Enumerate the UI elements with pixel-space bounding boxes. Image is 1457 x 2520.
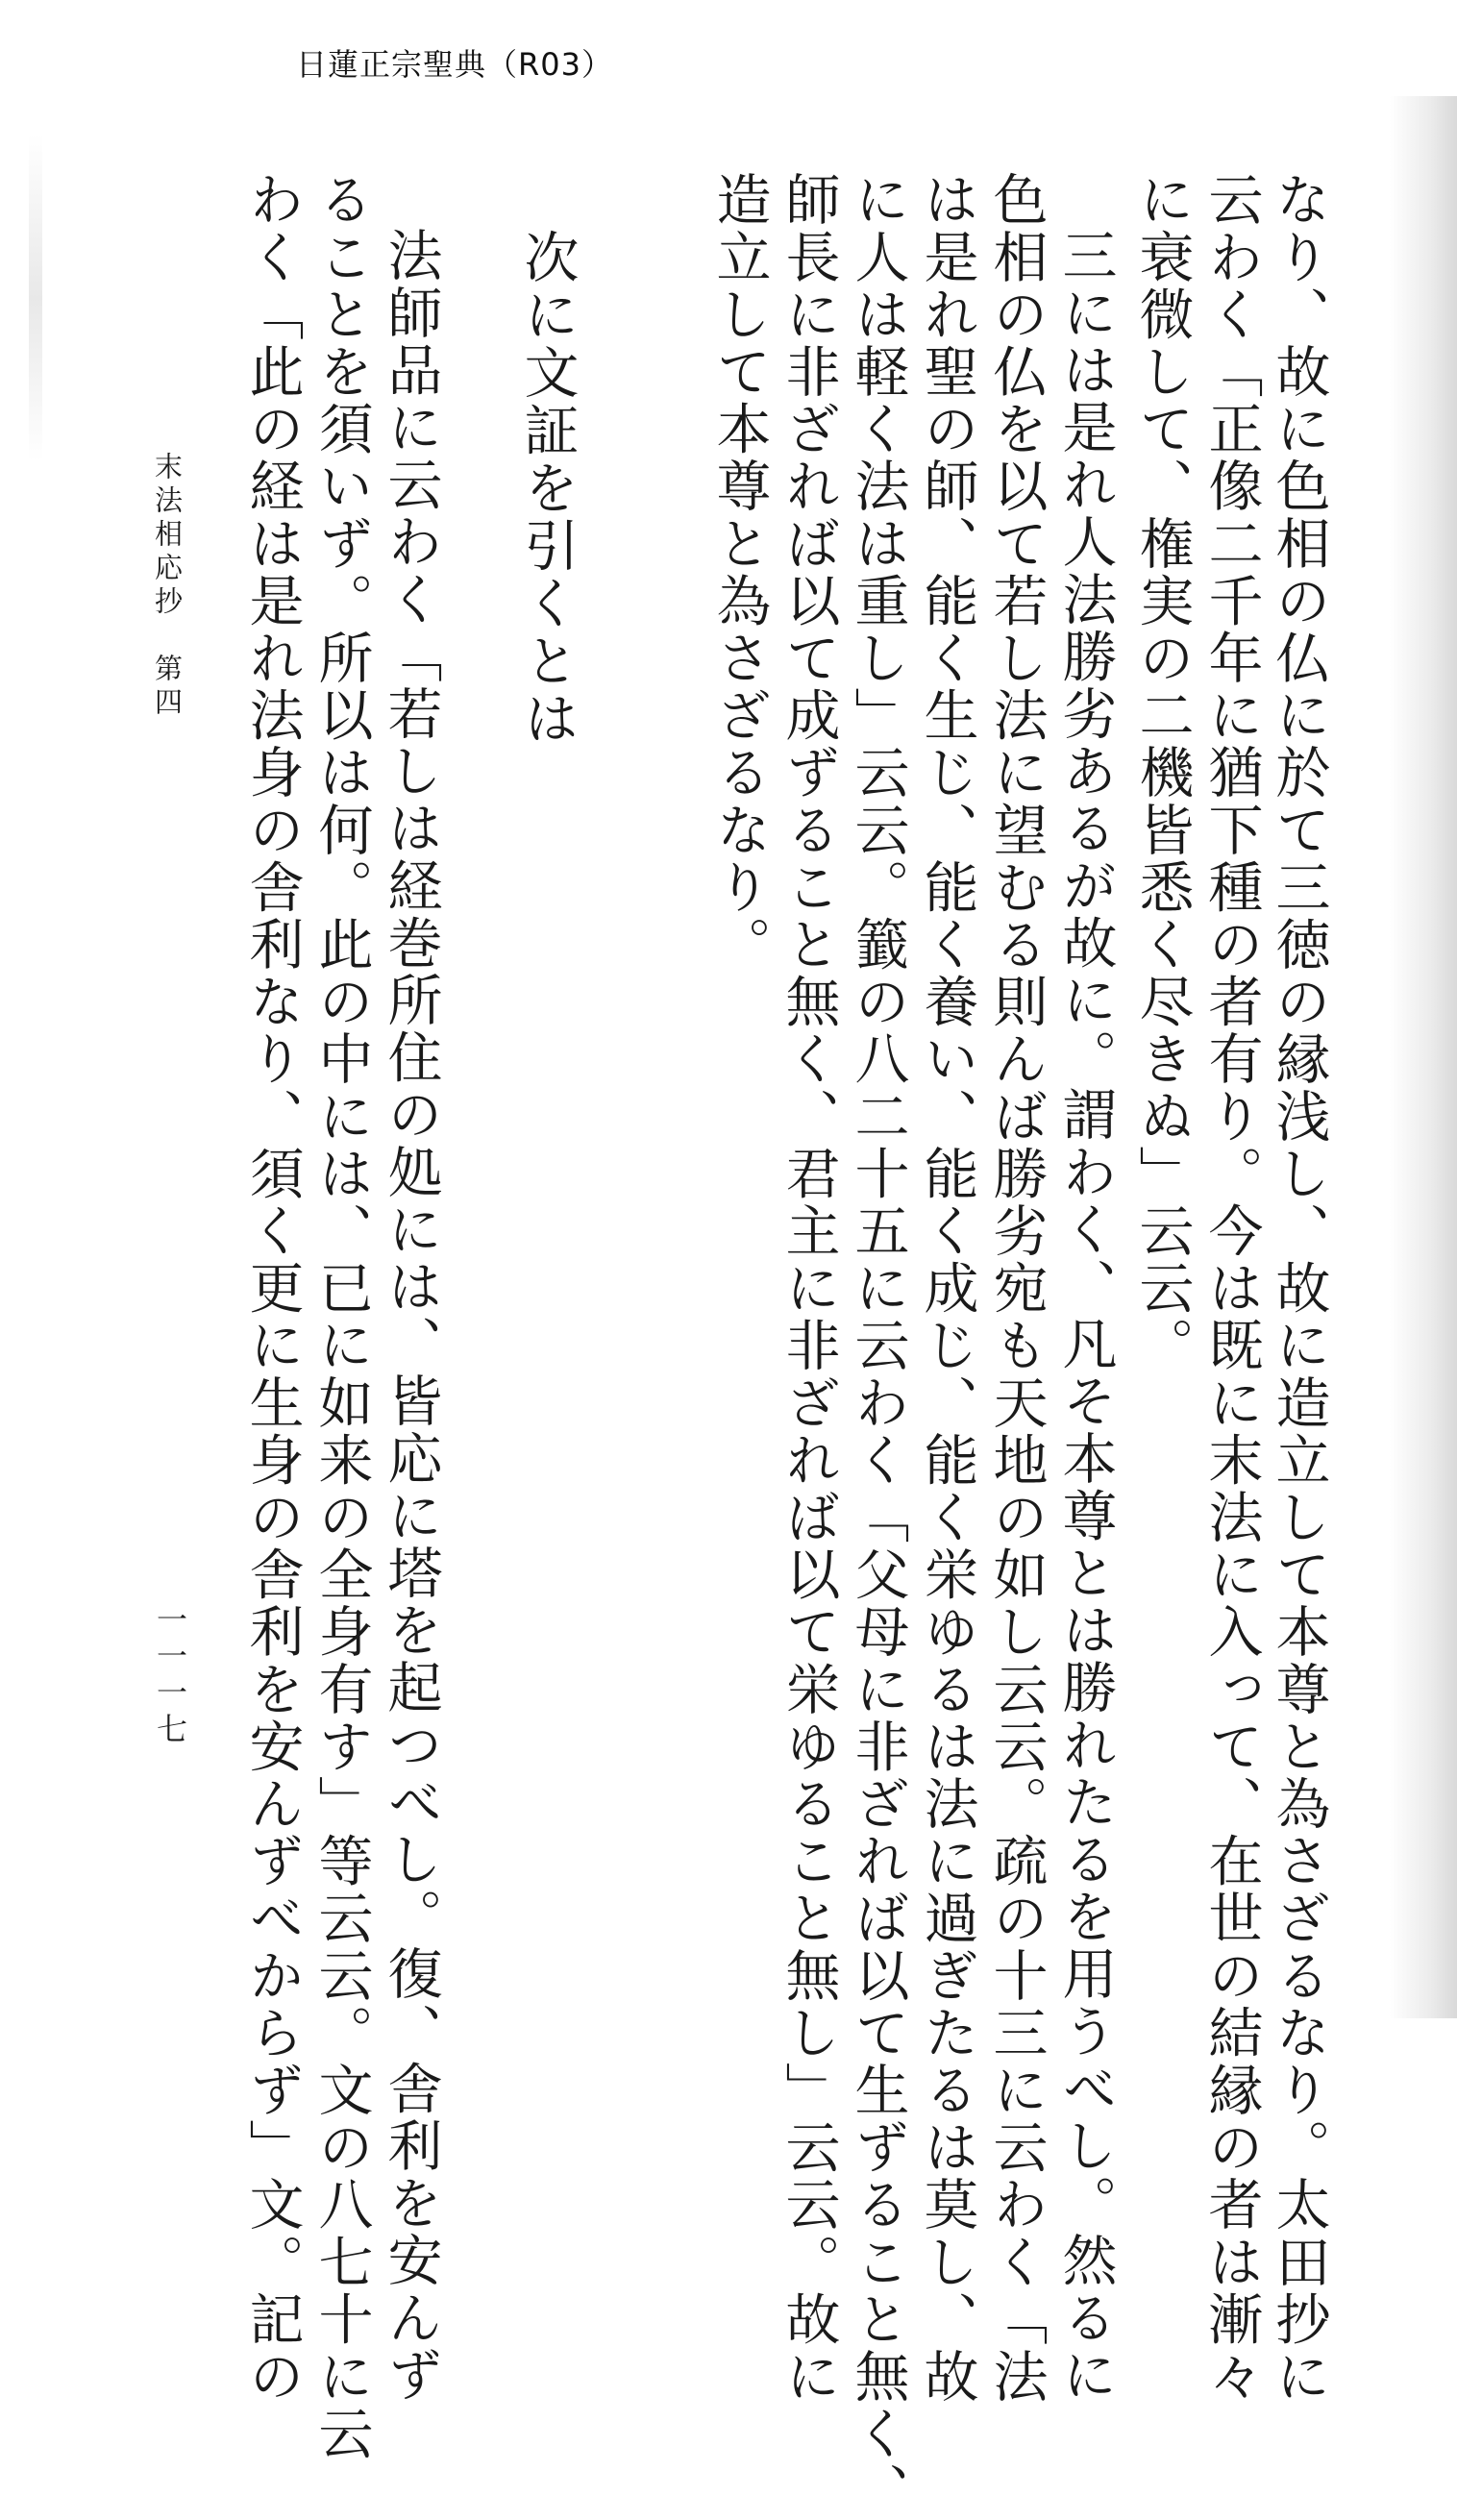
text-column-8: 師長に非ざれば以て成ずること無く、君主に非ざれば以て栄ゆること無し」云云。故に: [777, 171, 840, 2406]
text-column-4: 三には是れ人法勝劣あるが故に。謂わく、凡そ本尊とは勝れたるを用うべし。然るに: [1053, 227, 1117, 2404]
text-column-3: に衰微して、権実の二機皆悉く尽きぬ」云云。: [1130, 171, 1194, 1374]
chapter-title: 末法相応抄 第四: [151, 452, 184, 721]
text-column-12: ることを須いず。所以は何。此の中には、已に如来の全身有す」等云云。文の八七十に云: [309, 171, 373, 2462]
scan-shadow-left: [29, 135, 42, 461]
scan-shadow-right: [1390, 96, 1457, 2018]
text-column-7: に人は軽く法は重し」云云。籖の八二十五に云わく「父母に非ざれば以て生ずること無く、: [846, 171, 909, 2520]
text-column-13: わく「此の経は是れ法身の舎利なり、須く更に生身の舎利を安んずべからず」文。記の: [240, 171, 304, 2406]
running-header: 日蓮正宗聖典（R03）: [296, 46, 613, 83]
text-column-6: は是れ聖の師、能く生じ、能く養い、能く成じ、能く栄ゆるは法に過ぎたるは莫し、故: [915, 171, 978, 2406]
text-column-5: 色相の仏を以て若し法に望むる則んば勝劣宛も天地の如し云云。疏の十三に云わく「法: [984, 171, 1048, 2406]
text-column-2: 云わく「正像二千年に猶下種の者有り。今は既に末法に入って、在世の結縁の者は漸々: [1199, 171, 1263, 2406]
page-number: 一一一七: [152, 1603, 188, 1749]
text-column-9: 造立して本尊と為さざるなり。: [707, 171, 771, 974]
section-heading: 次に文証を引くとは: [515, 229, 579, 748]
text-column-11: 法師品に云わく「若しは経巻所住の処には、皆応に塔を起つべし。復、舎利を安んず: [379, 227, 442, 2404]
text-column-1: なり、故に色相の仏に於て三徳の縁浅し、故に造立して本尊と為さざるなり。太田抄に: [1267, 171, 1330, 2406]
